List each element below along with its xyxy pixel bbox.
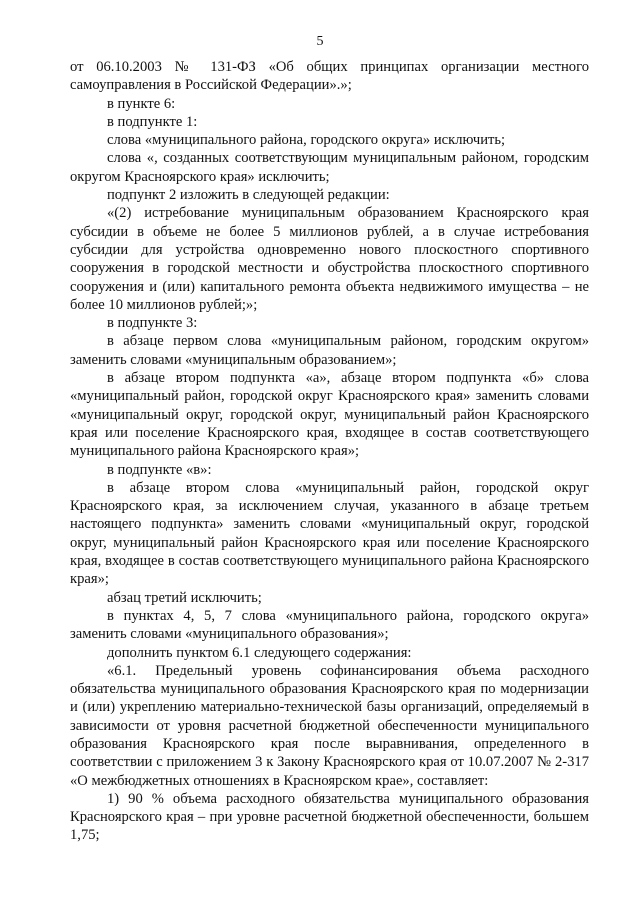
paragraph: дополнить пунктом 6.1 следующего содержания: bbox=[107, 644, 412, 661]
paragraph: от 06.10.2003 № 131-ФЗ «Об общих принципах организации местного самоуправления в Российской Федерации».»; bbox=[70, 59, 589, 94]
page-number: 5 bbox=[316, 34, 324, 49]
paragraph: 1) 90 % объема расходного обязательства муниципального образования Красноярского края – при уровне расчетной бюджетной обеспеченности, большем 1,75; bbox=[70, 790, 589, 844]
paragraph: «(2) истребование муниципальным образованием Красноярского края субсидии в объеме не более 5 миллионов рублей, а в случае истребования субсидии для устройства одновременно нового плоскостного спортивного сооружения в городской местности и обустройства плоскостного спортивного сооружения и (или) капитального ремонта объекта недвижимого имущества – не более 10 миллионов рублей;»; bbox=[70, 205, 589, 313]
paragraph: подпункт 2 изложить в следующей редакции: bbox=[107, 187, 390, 204]
paragraph: в пункте 6: bbox=[107, 95, 176, 112]
document-body bbox=[70, 58, 589, 845]
paragraph: слова «муниципального района, городского округа» исключить; bbox=[107, 132, 506, 149]
paragraph: в подпункте «в»: bbox=[107, 461, 212, 478]
paragraph: «6.1. Предельный уровень софинансирования объема расходного обязательства муниципального образования Красноярского края по модернизации и (или) укреплению материально-технической базы организаций, определяемый в зависимости от уровня расчетной бюджетной обеспеченности муниципального образования Красноярского края после выравнивания, определенного в соответствии с приложением 3 к Закону Красноярского края от 10.07.2007 № 2-317 «О межбюджетных отношениях в Красноярском крае», составляет: bbox=[70, 662, 589, 789]
paragraph: в абзаце втором подпункта «а», абзаце втором подпункта «б» слова «муниципальный район, городской округ Красноярского края» заменить словами «муниципальный округ, городской округ, муниципальный район Красноярского края или поселение Красноярского края, входящее в состав соответствующего муниципального района Красноярского края»; bbox=[70, 370, 589, 460]
paragraph: в абзаце втором слова «муниципальный район, городской округ Красноярского края, за исключением случая, указанного в абзаце третьем настоящего подпункта» заменить словами «муниципальный округ, городской округ, муниципальный район Красноярского края или поселение Красноярского края, входящее в состав соответствующего муниципального района Красноярского края»; bbox=[70, 479, 589, 588]
paragraph: в абзаце первом слова «муниципальным районом, городским округом» заменить словами «муниципальным образованием»; bbox=[70, 333, 589, 368]
paragraph: слова «, созданных соответствующим муниципальным районом, городским округом Красноярского края» исключить; bbox=[70, 150, 589, 185]
paragraph: в подпункте 1: bbox=[107, 113, 198, 130]
paragraph: абзац третий исключить; bbox=[107, 589, 262, 606]
paragraph: в подпункте 3: bbox=[107, 315, 198, 332]
paragraph: в пунктах 4, 5, 7 слова «муниципального района, городского округа» заменить словами «муниципального образования»; bbox=[70, 607, 589, 643]
